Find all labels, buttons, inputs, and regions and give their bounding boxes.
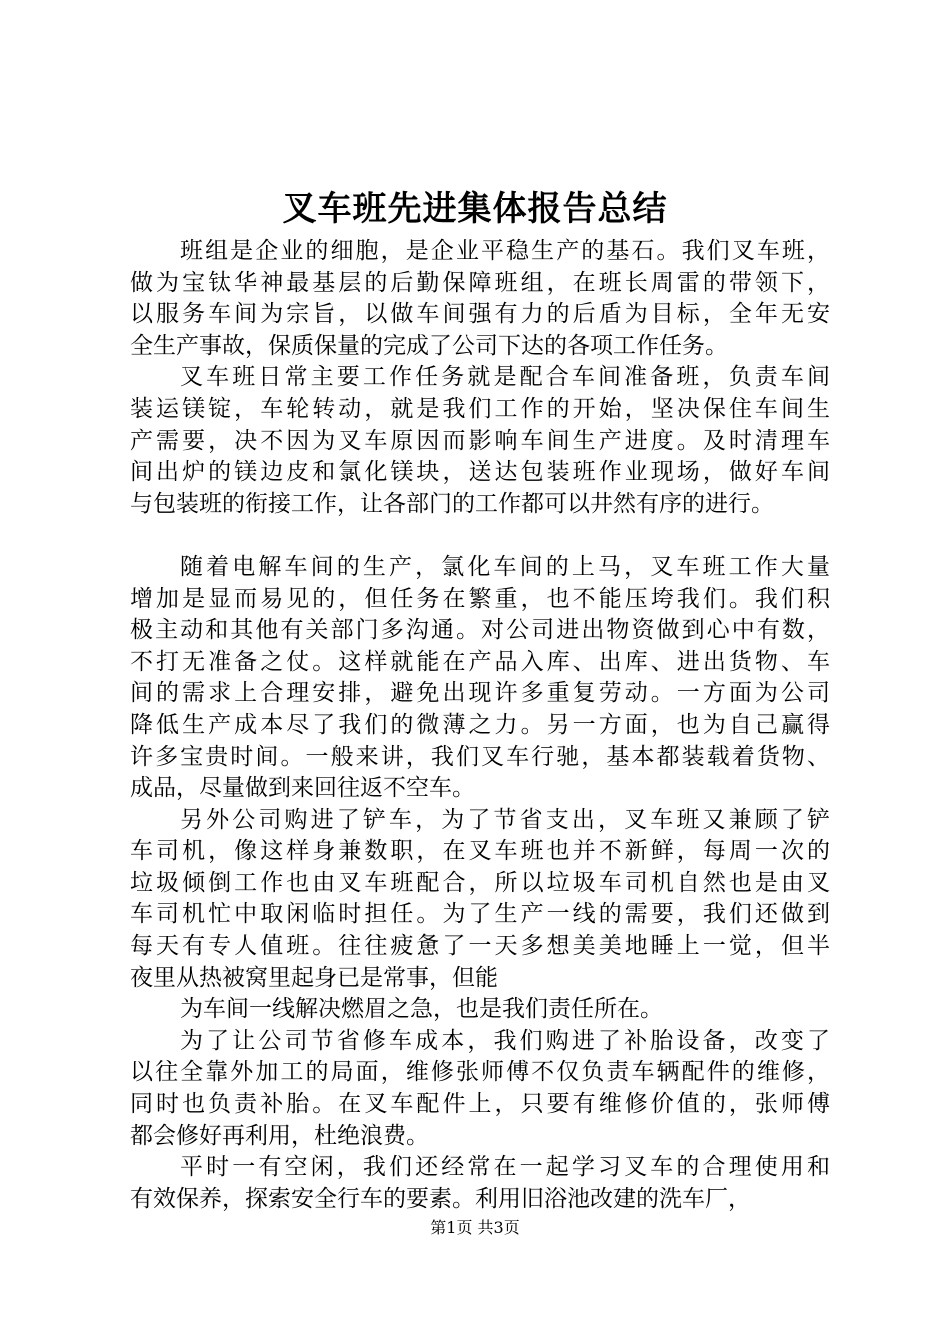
text-line: 与包装班的衔接工作，让各部门的工作都可以井然有序的进行。 bbox=[130, 490, 774, 517]
text-line: 垃圾倾倒工作也由叉车班配合，所以垃圾车司机自然也是由叉 bbox=[130, 869, 830, 896]
document-body bbox=[130, 236, 830, 1215]
text-line: 随着电解车间的生产，氯化车间的上马，叉车班工作大量 bbox=[180, 553, 830, 580]
text-line: 不打无准备之仗。这样就能在产品入库、出库、进出货物、车 bbox=[130, 648, 830, 675]
text-line: 极主动和其他有关部门多沟通。对公司进出物资做到心中有数， bbox=[130, 617, 830, 644]
text-line: 以服务车间为宗旨，以做车间强有力的后盾为目标，全年无安 bbox=[130, 301, 830, 328]
text-line: 成品，尽量做到来回往返不空车。 bbox=[130, 775, 475, 802]
text-line: 以往全靠外加工的局面，维修张师傅不仅负责车辆配件的维修， bbox=[130, 1059, 830, 1086]
text-line: 做为宝钛华神最基层的后勤保障班组，在班长周雷的带领下， bbox=[130, 269, 830, 296]
document-title: 叉车班先进集体报告总结 bbox=[282, 189, 668, 229]
text-line: 每天有专人值班。往往疲惫了一天多想美美地睡上一觉，但半 bbox=[130, 933, 830, 960]
text-line: 同时也负责补胎。在叉车配件上，只要有维修价值的，张师傅 bbox=[130, 1091, 830, 1118]
text-line: 车司机忙中取闲临时担任。为了生产一线的需要，我们还做到 bbox=[130, 901, 830, 928]
text-line: 许多宝贵时间。一般来讲，我们叉车行驰，基本都装载着货物、 bbox=[130, 743, 830, 770]
page-footer: 第1页 共3页 bbox=[430, 1218, 520, 1237]
text-line: 为车间一线解决燃眉之急，也是我们责任所在。 bbox=[180, 996, 663, 1023]
text-line: 都会修好再利用，杜绝浪费。 bbox=[130, 1122, 429, 1149]
text-line: 班组是企业的细胞，是企业平稳生产的基石。我们叉车班， bbox=[180, 238, 830, 264]
text-line: 增加是显而易见的，但任务在繁重，也不能压垮我们。我们积 bbox=[130, 585, 830, 612]
text-line: 有效保养，探索安全行车的要素。利用旧浴池改建的洗车厂， bbox=[130, 1185, 751, 1212]
text-line: 平时一有空闲，我们还经常在一起学习叉车的合理使用和 bbox=[180, 1154, 830, 1181]
text-line: 车司机，像这样身兼数职，在叉车班也并不新鲜，每周一次的 bbox=[130, 838, 830, 865]
blank-line bbox=[130, 520, 830, 552]
text-line: 间的需求上合理安排，避免出现许多重复劳动。一方面为公司 bbox=[130, 680, 830, 707]
text-line: 间出炉的镁边皮和氯化镁块，送达包装班作业现场，做好车间 bbox=[130, 459, 830, 486]
text-line: 全生产事故，保质保量的完成了公司下达的各项工作任务。 bbox=[130, 332, 728, 359]
text-line: 装运镁锭，车轮转动，就是我们工作的开始，坚决保住车间生 bbox=[130, 395, 830, 422]
text-line: 另外公司购进了铲车，为了节省支出，叉车班又兼顾了铲 bbox=[180, 806, 830, 833]
text-line: 叉车班日常主要工作任务就是配合车间准备班，负责车间 bbox=[180, 364, 830, 391]
text-line: 为了让公司节省修车成本，我们购进了补胎设备，改变了 bbox=[180, 1027, 830, 1054]
text-line: 降低生产成本尽了我们的微薄之力。另一方面，也为自己赢得 bbox=[130, 711, 830, 738]
text-line: 产需要，决不因为叉车原因而影响车间生产进度。及时清理车 bbox=[130, 427, 830, 454]
text-line: 夜里从热被窝里起身已是常事，但能 bbox=[130, 964, 498, 991]
